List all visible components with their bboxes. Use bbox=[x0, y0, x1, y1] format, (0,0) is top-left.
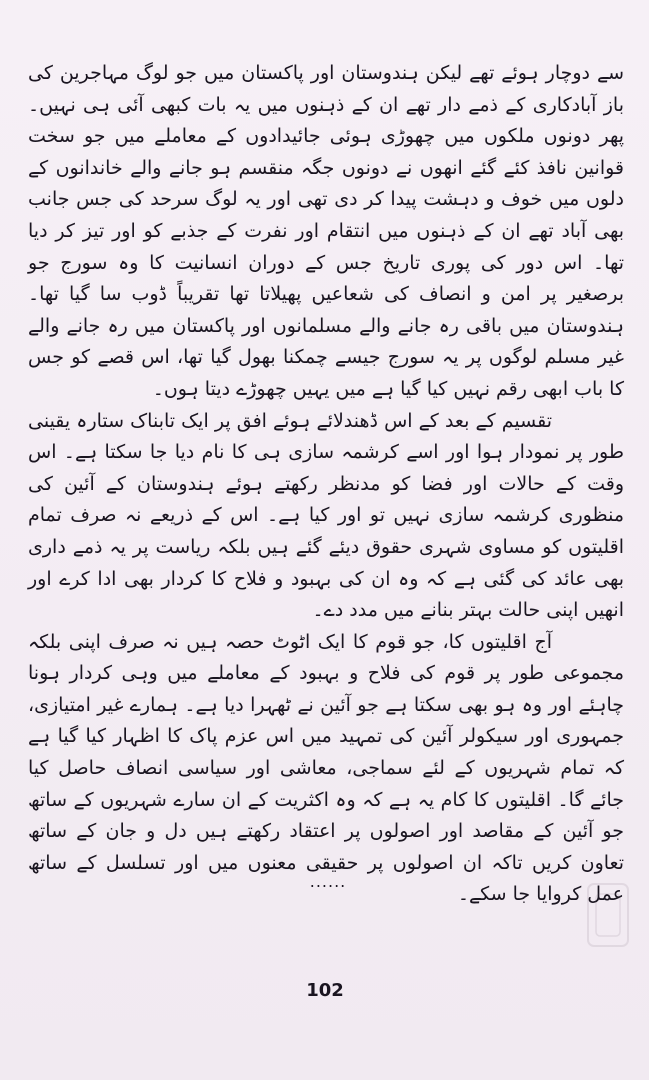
page-number: 102 bbox=[306, 980, 344, 1001]
body-text bbox=[28, 58, 624, 911]
paragraph-1: سے دوچار ہوئے تھے لیکن ہندوستان اور پاکستان میں جو لوگ مہاجرین کی باز آبادکاری کے ذمے دار تھے ان کے ذہنوں میں یہ بات کبھی آئی ہی نہیں۔ پھر دونوں ملکوں میں چھوڑی ہوئی جائیدادوں کے معاملے میں جو سخت قوانین نافذ کئے گئے انھوں نے دونوں جگہ منقسم ہو جانے والے خاندانوں کے دلوں میں خوف و دہشت پیدا کر دی تھی اور یہ لوگ سرحد کی جس جانب بھی آباد تھے ان کے ذہنوں میں انتقام اور نفرت کے جذبے کو اور تیز کر دیا تھا۔ اس دور کی پوری تاریخ جس کے دوران انسانیت کا وہ سورج جو برصغیر پر امن و انصاف کی شعاعیں پھیلاتا تھا تقریباً ڈوب سا گیا تھا۔ ہندوستان میں باقی رہ جانے والے مسلمانوں اور پاکستان میں رہ جانے والے غیر مسلم لوگوں پر یہ سورج جیسے چمکنا بھول گیا تھا، اس قصے کو جس کا باب ابھی رقم نہیں کیا گیا ہے میں یہیں چھوڑے دیتا ہوں۔ bbox=[28, 62, 624, 400]
library-stamp-icon bbox=[582, 880, 634, 950]
section-end-dots: ...... bbox=[309, 872, 347, 891]
paragraph-2: تقسیم کے بعد کے اس ڈھندلائے ہوئے افق پر ایک تابناک ستارہ یقینی طور پر نمودار ہوا اور اسے کرشمہ سازی ہی کا نام دیا جا سکتا ہے۔ اس وقت کے حالات اور فضا کو مدنظر رکھتے ہوئے ہندوستان کے آئین کی منظوری کرشمہ سازی نہیں تو اور کیا ہے۔ اس کے ذریعے نہ صرف تمام اقلیتوں کو مساوی شہری حقوق دیئے گئے ہیں بلکہ ریاست پر یہ ذمے داری بھی عائد کی گئی ہے کہ وہ ان کی بہبود و فلاح کا کردار بھی ادا کرے اور انھیں اپنی حالت بہتر بنانے میں مدد دے۔ bbox=[28, 409, 624, 622]
paragraph-3: آج اقلیتوں کا، جو قوم کا ایک اٹوٹ حصہ ہیں نہ صرف اپنی بلکہ مجموعی طور پر قوم کی فلاح و بہبود کے معاملے میں وہی کردار ہونا چاہئے اور وہ ہو بھی سکتا ہے جو آئین نے ٹھہرا دیا ہے۔ ہمارے غیر امتیازی، جمہوری اور سیکولر آئین کی تمہید میں اس عزم پاک کا اظہار کیا گیا ہے کہ تمام شہریوں کے لئے سماجی، معاشی اور سیاسی انصاف حاصل کیا جائے گا۔ اقلیتوں کا کام یہ ہے کہ وہ اکثریت کے ان سارے شہریوں کے ساتھ جو آئین کے مقاصد اور اصولوں پر اعتقاد رکھتے ہیں دل و جان کے ساتھ تعاون کریں تاکہ ان اصولوں پر حقیقی معنوں میں اور تسلسل کے ساتھ عمل کروایا جا سکے۔ bbox=[28, 630, 624, 906]
